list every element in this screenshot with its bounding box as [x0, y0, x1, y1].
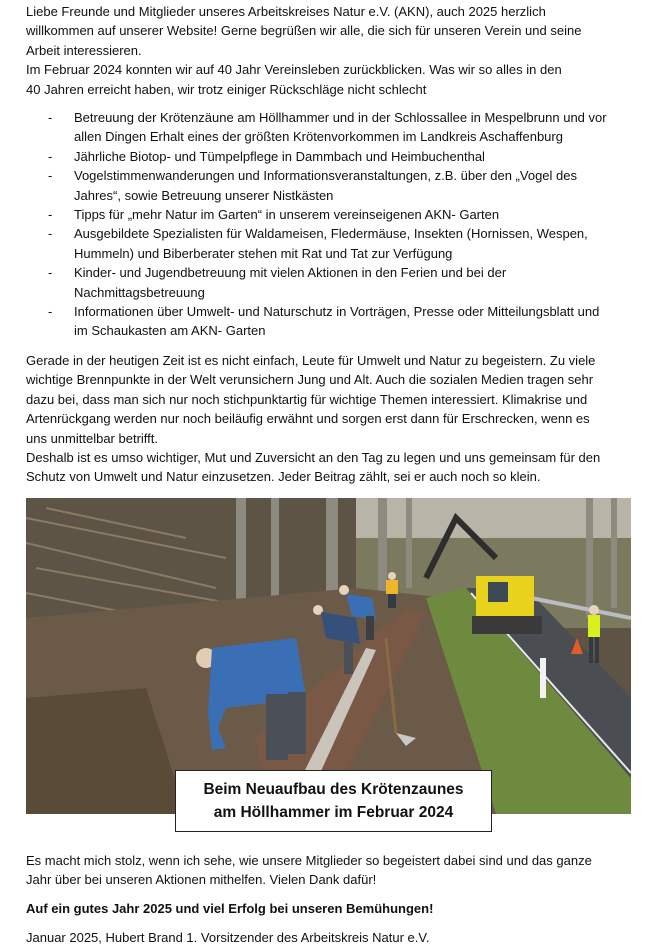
- body-line: Deshalb ist es umso wichtiger, Mut und Zuversicht an den Tag zu legen und uns gemeinsam für den: [26, 450, 601, 466]
- reflector-post: [540, 658, 546, 698]
- list-item-line: Kinder- und Jugendbetreuung mit vielen Aktionen in den Ferien und bei der: [74, 265, 507, 281]
- list-item-line: Betreuung der Krötenzäune am Höllhammer und in der Schlossallee in Mespelbrunn und vor: [74, 110, 607, 125]
- photo-caption: [175, 770, 492, 832]
- toad-fence-photo: [26, 498, 631, 814]
- body-paragraph: [26, 351, 636, 487]
- body-line: Schutz von Umwelt und Natur einzusetzen. Jeder Beitrag zählt, sei er auch noch so klein.: [26, 469, 541, 485]
- signature-line: Januar 2025, Hubert Brand 1. Vorsitzender des Arbeitskreis Natur e.V.: [26, 930, 430, 945]
- intro-paragraph: [26, 2, 636, 99]
- intro-line: willkommen auf unserer Website! Gerne begrüßen wir alle, die sich für unseren Verein und seine: [26, 23, 582, 39]
- intro-line: 40 Jahren erreicht haben, wir trotz einiger Rückschläge nicht schlecht: [26, 81, 427, 97]
- closing-wish: Auf ein gutes Jahr 2025 und viel Erfolg bei unseren Bemühungen!: [26, 901, 434, 916]
- list-item-line: Ausgebildete Spezialisten für Waldameisen, Fledermäuse, Insekten (Hornissen, Wespen,: [74, 226, 588, 242]
- list-item: [26, 205, 636, 224]
- intro-line: Liebe Freunde und Mitglieder unseres Arbeitskreises Natur e.V. (AKN), auch 2025 herzlich: [26, 4, 546, 19]
- list-item: [26, 263, 636, 302]
- list-dash: -: [48, 265, 53, 281]
- list-item-line: Hummeln) und Biberberater stehen mit Rat und Tat zur Verfügung: [74, 245, 453, 261]
- photo-illustration: [26, 498, 631, 814]
- list-dash: -: [48, 148, 53, 164]
- list-item: [26, 224, 636, 263]
- list-item-line: Jährliche Biotop- und Tümpelpflege in Dammbach und Heimbuchenthal: [74, 148, 485, 164]
- caption-line: am Höllhammer im Februar 2024: [213, 804, 454, 821]
- list-item-line: Nachmittagsbetreuung: [74, 284, 205, 300]
- list-item-line: Tipps für „mehr Natur im Garten“ in unserem vereinseigenen AKN- Garten: [74, 207, 500, 223]
- activities-list: [26, 108, 636, 341]
- list-dash: -: [48, 168, 53, 184]
- list-dash: -: [48, 110, 53, 125]
- list-dash: -: [48, 304, 53, 320]
- body-line: Artenrückgang werden nur noch beiläufig erwähnt und sorgen erst dann für Erschrecken, wenn es: [26, 411, 590, 427]
- list-item: [26, 147, 636, 166]
- list-item-line: Vogelstimmenwanderungen und Informationsveranstaltungen, z.B. über den „Vogel des: [74, 168, 577, 184]
- list-item-line: im Schaukasten am AKN- Garten: [74, 323, 266, 339]
- intro-line: Arbeit interessieren.: [26, 42, 142, 58]
- body-line: uns unmittelbar betrifft.: [26, 430, 158, 446]
- list-dash: -: [48, 207, 53, 223]
- body-line: dazu bei, dass man sich nur noch stichpunktartig für wichtige Themen interessiert. Klimakrise und: [26, 391, 588, 407]
- thanks-paragraph: [26, 851, 636, 890]
- caption-line: Beim Neuaufbau des Krötenzaunes: [203, 781, 464, 798]
- list-item: [26, 108, 636, 147]
- list-item: [26, 302, 636, 341]
- list-item-line: Jahres“, sowie Betreuung unserer Nistkästen: [74, 187, 334, 203]
- body-line: Jahr über bei unseren Aktionen mithelfen. Vielen Dank dafür!: [26, 872, 377, 888]
- body-line: Es macht mich stolz, wenn ich sehe, wie unsere Mitglieder so begeistert dabei sind und das ganze: [26, 853, 592, 868]
- intro-line: Im Februar 2024 konnten wir auf 40 Jahr Vereinsleben zurückblicken. Was wir so alles in den: [26, 62, 562, 78]
- body-line: wichtige Brennpunkte in der Welt verunsichern Jung und Alt. Auch die sozialen Medien tragen sehr: [26, 372, 594, 388]
- list-item: [26, 166, 636, 205]
- list-item-line: Informationen über Umwelt- und Naturschutz in Vorträgen, Presse oder Mitteilungsblatt und: [74, 304, 600, 320]
- list-item-line: allen Dingen Erhalt eines der größten Krötenvorkommen im Landkreis Aschaffenburg: [74, 129, 563, 145]
- list-dash: -: [48, 226, 53, 242]
- body-line: Gerade in der heutigen Zeit ist es nicht einfach, Leute für Umwelt und Natur zu begeistern. Zu viele: [26, 353, 596, 368]
